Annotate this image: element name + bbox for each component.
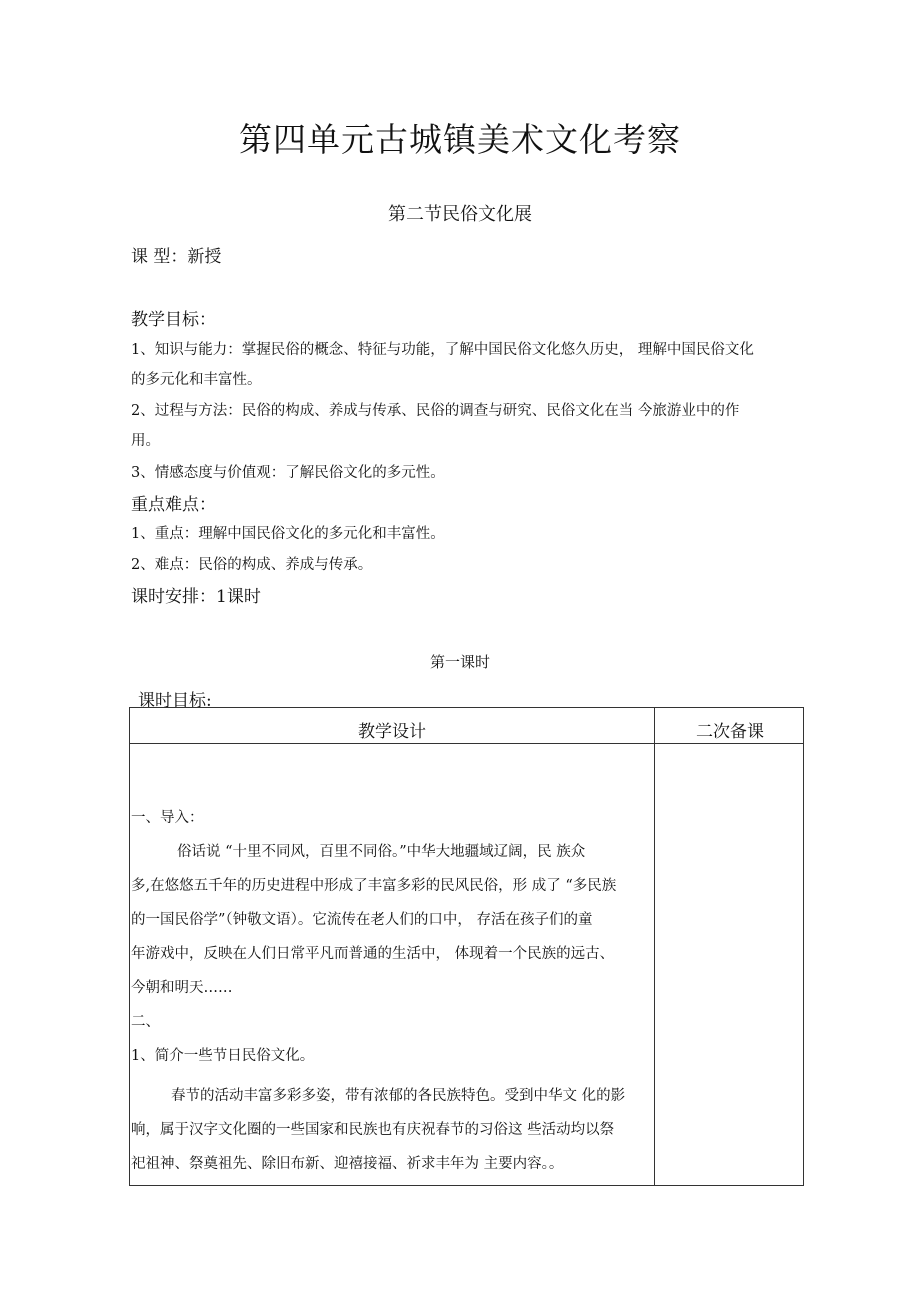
spring-line: 响，属于汉字文化圈的一些国家和民族也有庆祝春节的习俗这 些活动均以祭 [131,1122,615,1138]
intro-line: 年游戏中，反映在人们日常平凡而普通的生活中， 体现着一个民族的远古、 [131,946,615,962]
spring-line: 祀祖神、祭奠祖先、除旧布新、迎禧接福、祈求丰年为 主要内容。。 [131,1156,564,1172]
schedule: 课时安排：1课时 [131,587,261,607]
intro-line: 俗话说 “十里不同风，百里不同俗。”中华大地疆域辽阔，民 族众 [177,844,586,860]
page-title: 第四单元古城镇美术文化考察 [239,120,681,159]
intro-line: 多,在悠悠五千年的历史进程中形成了丰富多彩的民风民俗，形 成了 “多民族 [131,878,617,894]
section-subtitle: 第二节民俗文化展 [388,204,532,225]
first-period-heading: 第一课时 [429,653,490,671]
section2-item: 1、简介一些节日民俗文化。 [131,1048,315,1064]
lesson-type: 课 型：新授 [131,247,222,267]
spring-line: 春节的活动丰富多彩多姿，带有浓郁的各民族特色。受到中华文 化的影 [171,1088,626,1104]
key-point-line: 2、难点：民俗的构成、养成与传承。 [131,557,373,573]
header-second-prep: 二次备课 [696,722,764,742]
key-point-line: 1、重点：理解中国民俗文化的多元化和丰富性。 [131,526,445,542]
section2-heading: 二、 [131,1014,160,1030]
objective-line: 2、过程与方法：民俗的构成、养成与传承、民俗的调查与研究、民俗文化在当 今旅游业中的作 [131,403,740,419]
period-goal: 课时目标: [138,691,212,711]
intro-line: 今朝和明天…… [131,980,233,996]
objectives-heading: 教学目标： [131,310,216,330]
teaching-design-cell [131,744,653,1181]
intro-heading: 一、导入： [131,810,204,826]
column-divider [654,708,655,1185]
header-teaching-design: 教学设计 [358,722,426,742]
lesson-table [129,707,804,1186]
key-points-heading: 重点难点： [131,495,216,515]
objective-line: 3、情感态度与价值观：了解民俗文化的多元性。 [131,465,445,481]
intro-line: 的一国民俗学”（钟敬文语）。它流传在老人们的口中， 存活在孩子们的童 [131,912,593,928]
objective-line: 1、知识与能力：掌握民俗的概念、特征与功能，了解中国民俗文化悠久历史， 理解中国民俗文化 [131,342,754,358]
objective-line: 用。 [131,433,160,449]
objective-line: 的多元化和丰富性。 [131,372,262,388]
